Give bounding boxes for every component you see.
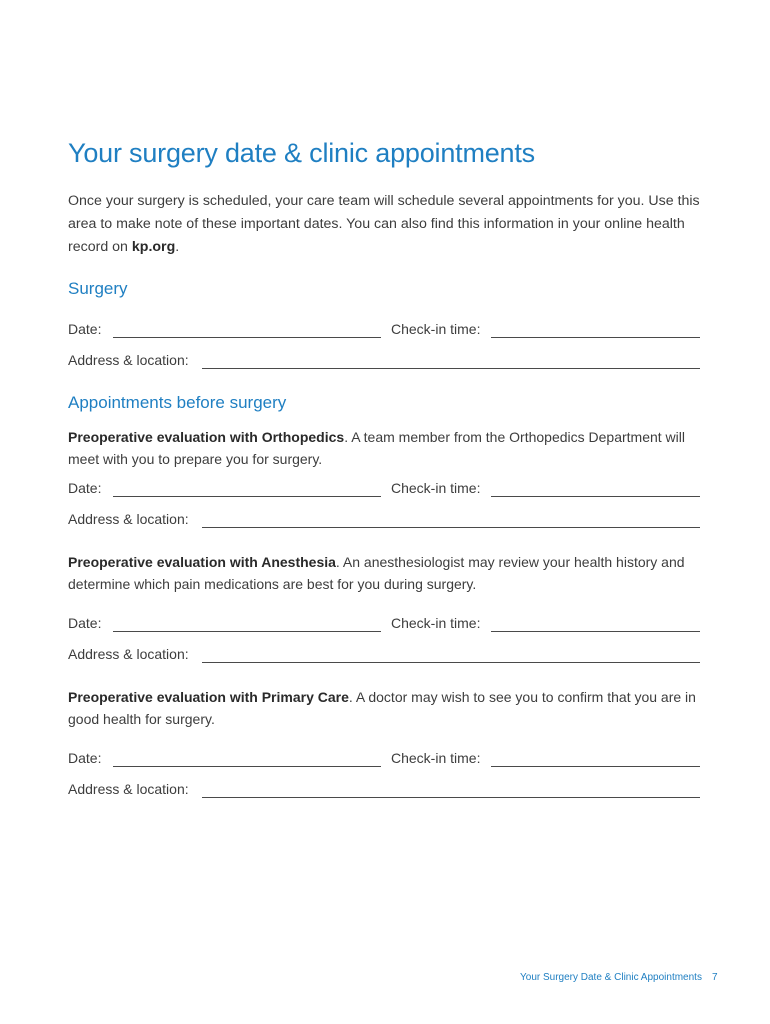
checkin-label: Check-in time: [391, 750, 481, 766]
address-label: Address & location: [68, 352, 189, 368]
intro-paragraph [68, 190, 708, 259]
intro-text-end: . [175, 239, 180, 255]
primary-care-title: Preoperative evaluation with Primary Care [68, 689, 349, 705]
page-title: Your surgery date & clinic appointments [68, 138, 535, 168]
primary-care-checkin-field[interactable] [491, 766, 700, 767]
anesthesia-text: . An anesthesiologist may review your health history and determine which pain medications are best for you during surgery. [68, 554, 685, 592]
anesthesia-checkin-field[interactable] [491, 631, 700, 632]
intro-text: Once your surgery is scheduled, your care team will schedule several appointments for you. Use this area to make note of these important dates. You can also find this information in your online health record on [68, 193, 700, 255]
checkin-label: Check-in time: [391, 615, 481, 631]
address-label: Address & location: [68, 646, 189, 662]
surgery-checkin-field[interactable] [491, 337, 700, 338]
orthopedics-address-field[interactable] [202, 527, 700, 528]
primary-care-address-field[interactable] [202, 797, 700, 798]
surgery-date-row [68, 321, 700, 341]
address-label: Address & location: [68, 781, 189, 797]
anesthesia-title: Preoperative evaluation with Anesthesia [68, 554, 336, 570]
date-label: Date: [68, 480, 102, 496]
page-footer [520, 972, 718, 983]
orthopedics-text: . A team member from the Orthopedics Department will meet with you to prepare you for surgery. [68, 429, 685, 467]
address-label: Address & location: [68, 511, 189, 527]
anesthesia-date-field[interactable] [113, 631, 381, 632]
page-number: 7 [711, 972, 718, 983]
kp-org-link[interactable]: kp.org [131, 239, 176, 255]
checkin-label: Check-in time: [391, 321, 481, 337]
checkin-label: Check-in time: [391, 480, 481, 496]
anesthesia-address-row [68, 646, 700, 666]
orthopedics-address-row [68, 511, 700, 531]
orthopedics-title: Preoperative evaluation with Orthopedics [68, 429, 345, 445]
date-label: Date: [68, 750, 102, 766]
anesthesia-address-field[interactable] [202, 662, 700, 663]
surgery-address-row [68, 352, 700, 372]
primary-care-description [68, 686, 708, 730]
primary-care-address-row [68, 781, 700, 801]
date-label: Date: [68, 615, 102, 631]
surgery-address-field[interactable] [202, 368, 700, 369]
anesthesia-date-row [68, 615, 700, 635]
appointments-heading: Appointments before surgery [68, 393, 287, 412]
orthopedics-checkin-field[interactable] [491, 496, 700, 497]
primary-care-date-row [68, 750, 700, 770]
orthopedics-description [68, 426, 708, 470]
orthopedics-date-row [68, 480, 700, 500]
date-label: Date: [68, 321, 102, 337]
footer-title: Your Surgery Date & Clinic Appointments [520, 972, 702, 983]
surgery-heading: Surgery [68, 279, 128, 298]
surgery-date-field[interactable] [113, 337, 381, 338]
primary-care-date-field[interactable] [113, 766, 381, 767]
orthopedics-date-field[interactable] [113, 496, 381, 497]
primary-care-text: . A doctor may wish to see you to confirm that you are in good health for surgery. [68, 689, 696, 727]
anesthesia-description [68, 551, 708, 595]
